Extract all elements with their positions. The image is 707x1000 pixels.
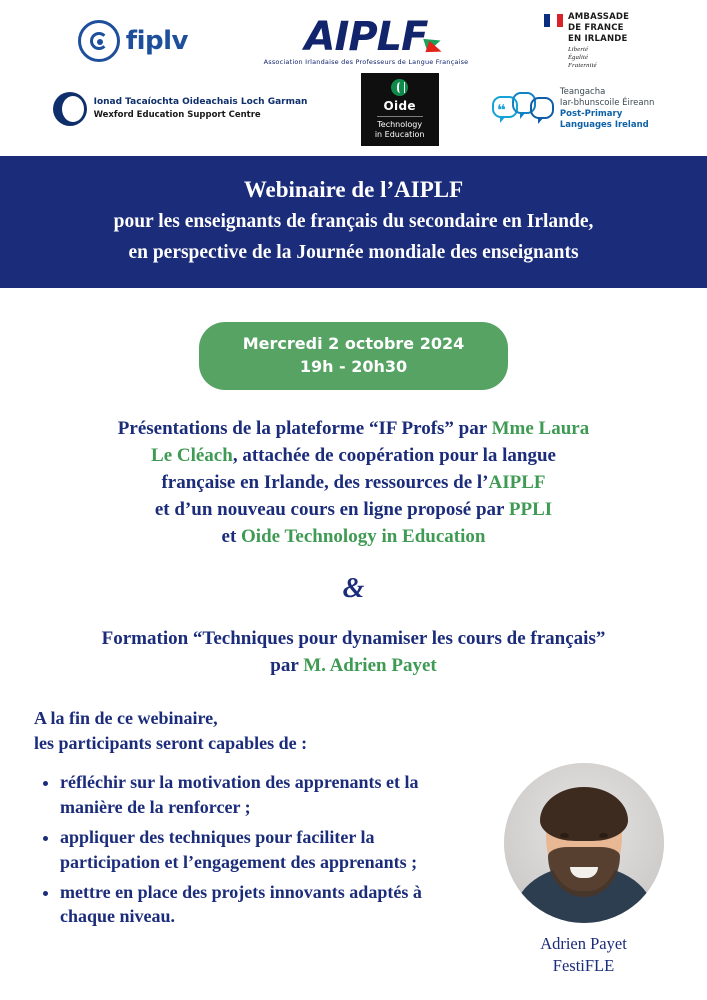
speaker-name: Adrien Payet [540, 934, 627, 954]
motto-line2: Égalité [567, 54, 589, 62]
banner-subtitle-line2: en perspective de la Journée mondiale des enseignants [128, 242, 579, 264]
description-block [30, 416, 677, 551]
logo-bar-top [0, 0, 707, 72]
oide-wordmark: Oide [383, 98, 416, 113]
speech-bubbles-icon [492, 90, 554, 128]
french-flag-icon [544, 14, 563, 27]
motto-line3: Fraternité [567, 61, 597, 69]
ambassade-line2: DE FRANCE [567, 23, 624, 33]
ambassade-line1: AMBASSADE [567, 12, 630, 23]
speaker-caption [496, 933, 671, 976]
quote-marks-icon: ❝ [496, 101, 506, 119]
desc-line2-b: , attachée de coopération pour la langue [232, 444, 556, 466]
banner-title: Webinaire de l’AIPLF [243, 177, 464, 202]
ppli-line1: Teangacha [559, 86, 606, 97]
desc-line4-b: PPLI [508, 498, 553, 520]
irish-harp-icon [391, 79, 408, 96]
oide-sub-line1: Technology [377, 119, 423, 129]
ppli-line3: Post-Primary [559, 109, 623, 119]
desc-line4-a: et d’un nouveau cours en ligne proposé par [154, 498, 509, 520]
ambassade-line3: EN IRLANDE [567, 33, 628, 44]
ambassade-motto [568, 46, 629, 69]
list-item: • appliquer des techniques pour faciliter la participation et l’engagement des apprenants ; [60, 825, 474, 875]
wexford-line1: Ionad Tacaíochta Oideachais Loch Garman [93, 96, 308, 107]
formation-title: Formation “Techniques pour dynamiser les cours de français” [101, 627, 606, 649]
wexford-text [94, 96, 308, 122]
oide-sub-line2: in Education [374, 129, 425, 139]
banner-subtitle-line1: pour les enseignants de français du secondaire en Irlande, [113, 211, 594, 233]
formation-block [24, 625, 683, 680]
formation-presenter-line [24, 652, 683, 680]
desc-line1-b: Mme Laura [491, 417, 590, 439]
desc-line5-a: et [221, 525, 242, 547]
objectives-block [34, 706, 474, 929]
ppli-text [560, 87, 655, 131]
wexford-crescent-icon [53, 92, 87, 126]
oide-subtitle [367, 120, 433, 140]
oide-divider [377, 116, 423, 117]
desc-line2-a: Le Cléach [151, 444, 233, 466]
title-banner [0, 156, 707, 288]
desc-line1-a: Présentations de la plateforme “IF Profs” par [117, 417, 492, 439]
date-pill-wrapper [0, 322, 707, 390]
logo-ambassade-de-france [544, 12, 629, 69]
speaker-org: FestiFLE [552, 955, 615, 975]
formation-presenter-name: M. Adrien Payet [303, 655, 437, 677]
desc-line5-b: Oide Technology in Education [241, 525, 486, 547]
ampersand-separator: & [342, 572, 365, 604]
speaker-block [496, 763, 671, 976]
desc-line3-a: française en Irlande, des ressources de l’ [161, 471, 489, 493]
logo-bar-bottom [0, 72, 707, 150]
logo-aiplf [263, 13, 469, 66]
aiplf-wordmark: AIPLF [304, 13, 428, 60]
event-time: 19h - 20h30 [299, 356, 408, 376]
ppli-line4: Languages Ireland [559, 120, 649, 131]
logo-fiplv [78, 20, 188, 62]
list-item: • mettre en place des projets innovants adaptés à chaque niveau. [60, 880, 474, 930]
logo-oide [361, 73, 439, 146]
aiplf-subtitle: Association Irlandaise des Professeurs de Langue Française [263, 57, 469, 66]
formation-presenter-prefix: par [270, 655, 304, 677]
date-pill [199, 322, 509, 390]
logo-wexford-education-support-centre [53, 92, 308, 126]
fiplv-spiral-icon [78, 20, 120, 62]
fiplv-wordmark: fiplv [125, 26, 188, 56]
event-date: Mercredi 2 octobre 2024 [242, 333, 465, 353]
ambassade-text [568, 12, 629, 69]
list-item: • réfléchir sur la motivation des apprenants et la manière de la renforcer ; [60, 770, 474, 820]
wexford-line2: Wexford Education Support Centre [93, 110, 261, 121]
objectives-intro-line2: les participants seront capables de : [34, 733, 308, 754]
ppli-line2: Iar-bhunscoile Éireann [559, 97, 655, 108]
desc-line3-b: AIPLF [488, 471, 546, 493]
logo-ppli [492, 87, 655, 131]
objectives-intro-line1: A la fin de ce webinaire, [34, 707, 218, 728]
objectives-list [34, 770, 474, 929]
motto-line1: Liberté [567, 46, 589, 54]
speaker-portrait [504, 763, 664, 923]
